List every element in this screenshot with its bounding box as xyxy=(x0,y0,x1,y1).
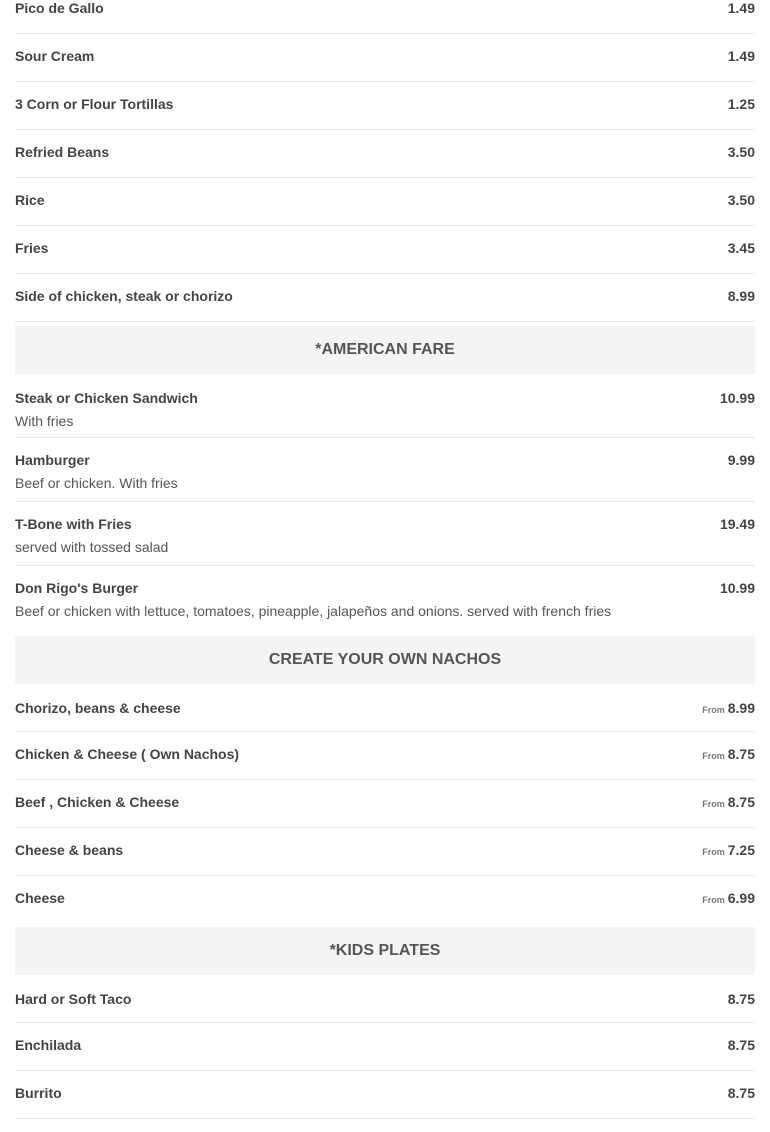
item-name: Cheese & beans xyxy=(15,842,124,858)
menu-item-chorizo-nachos[interactable] xyxy=(15,684,755,732)
section-header-kids-plates: *KIDS PLATES xyxy=(15,927,755,975)
section-header-nachos: CREATE YOUR OWN NACHOS xyxy=(15,636,755,684)
item-name: Don Rigo's Burger xyxy=(15,580,139,596)
item-name: Rice xyxy=(15,192,45,208)
menu-item-tortillas[interactable] xyxy=(15,82,755,130)
item-price: 19.49 xyxy=(719,516,755,532)
item-name: Hamburger xyxy=(15,452,90,468)
from-label: From xyxy=(702,799,725,809)
item-name: T-Bone with Fries xyxy=(15,516,132,532)
item-price: 8.99 xyxy=(727,288,755,304)
price-value: 8.75 xyxy=(727,746,755,762)
item-name: 3 Corn or Flour Tortillas xyxy=(15,96,174,112)
menu-item-rice[interactable] xyxy=(15,178,755,226)
item-name: Pico de Gallo xyxy=(15,0,104,16)
item-price: 10.99 xyxy=(719,580,755,596)
price-value: 8.99 xyxy=(727,700,755,716)
item-price: 10.99 xyxy=(719,390,755,406)
from-label: From xyxy=(702,895,725,905)
item-name: Cheese xyxy=(15,890,65,906)
menu-list xyxy=(15,0,755,1119)
item-price: 3.50 xyxy=(727,144,755,160)
menu-item-cheese-nachos[interactable] xyxy=(15,876,755,923)
item-price: 8.75 xyxy=(727,1037,755,1053)
price-value: 7.25 xyxy=(727,842,755,858)
price-value: 6.99 xyxy=(727,890,755,906)
item-description: With fries xyxy=(15,413,74,429)
item-description: Beef or chicken with lettuce, tomatoes, pineapple, jalapeños and onions. served with french fries xyxy=(15,603,612,619)
item-price: 1.25 xyxy=(727,96,755,112)
menu-item-kids-taco[interactable] xyxy=(15,975,755,1023)
menu-item-kids-enchilada[interactable] xyxy=(15,1023,755,1071)
item-name: Beef , Chicken & Cheese xyxy=(15,794,180,810)
from-label: From xyxy=(702,847,725,857)
item-name: Steak or Chicken Sandwich xyxy=(15,390,198,406)
menu-item-sour-cream[interactable] xyxy=(15,34,755,82)
item-name: Chicken & Cheese ( Own Nachos) xyxy=(15,746,240,762)
menu-item-beef-chicken-nachos[interactable] xyxy=(15,780,755,828)
item-name: Chorizo, beans & cheese xyxy=(15,700,181,716)
item-name: Burrito xyxy=(15,1085,62,1101)
item-price xyxy=(702,842,755,860)
item-price: 9.99 xyxy=(727,452,755,468)
item-price: 8.75 xyxy=(727,991,755,1007)
item-price: 3.50 xyxy=(727,192,755,208)
item-price: 1.49 xyxy=(727,0,755,16)
item-price xyxy=(702,700,755,718)
menu-item-chicken-cheese-nachos[interactable] xyxy=(15,732,755,780)
menu-item-t-bone[interactable] xyxy=(15,502,755,566)
item-name: Refried Beans xyxy=(15,144,110,160)
from-label: From xyxy=(702,751,725,761)
menu-item-refried-beans[interactable] xyxy=(15,130,755,178)
menu-item-pico-de-gallo[interactable] xyxy=(15,0,755,34)
item-price xyxy=(702,794,755,812)
from-label: From xyxy=(702,705,725,715)
price-value: 8.75 xyxy=(727,794,755,810)
item-price: 3.45 xyxy=(727,240,755,256)
item-price xyxy=(702,746,755,764)
menu-item-fries[interactable] xyxy=(15,226,755,274)
menu-item-hamburger[interactable] xyxy=(15,438,755,502)
menu-item-cheese-beans-nachos[interactable] xyxy=(15,828,755,876)
item-description: Beef or chicken. With fries xyxy=(15,475,178,491)
menu-item-steak-sandwich[interactable] xyxy=(15,374,755,438)
item-name: Side of chicken, steak or chorizo xyxy=(15,288,233,304)
item-name: Enchilada xyxy=(15,1037,82,1053)
item-price xyxy=(702,890,755,908)
item-price: 8.75 xyxy=(727,1085,755,1101)
menu-item-kids-burrito[interactable] xyxy=(15,1071,755,1119)
item-name: Hard or Soft Taco xyxy=(15,991,132,1007)
menu-item-side-meat[interactable] xyxy=(15,274,755,322)
section-header-american-fare: *AMERICAN FARE xyxy=(15,326,755,374)
item-name: Fries xyxy=(15,240,49,256)
item-description: served with tossed salad xyxy=(15,539,169,555)
menu-item-don-rigos-burger[interactable] xyxy=(15,566,755,632)
item-price: 1.49 xyxy=(727,48,755,64)
item-name: Sour Cream xyxy=(15,48,95,64)
